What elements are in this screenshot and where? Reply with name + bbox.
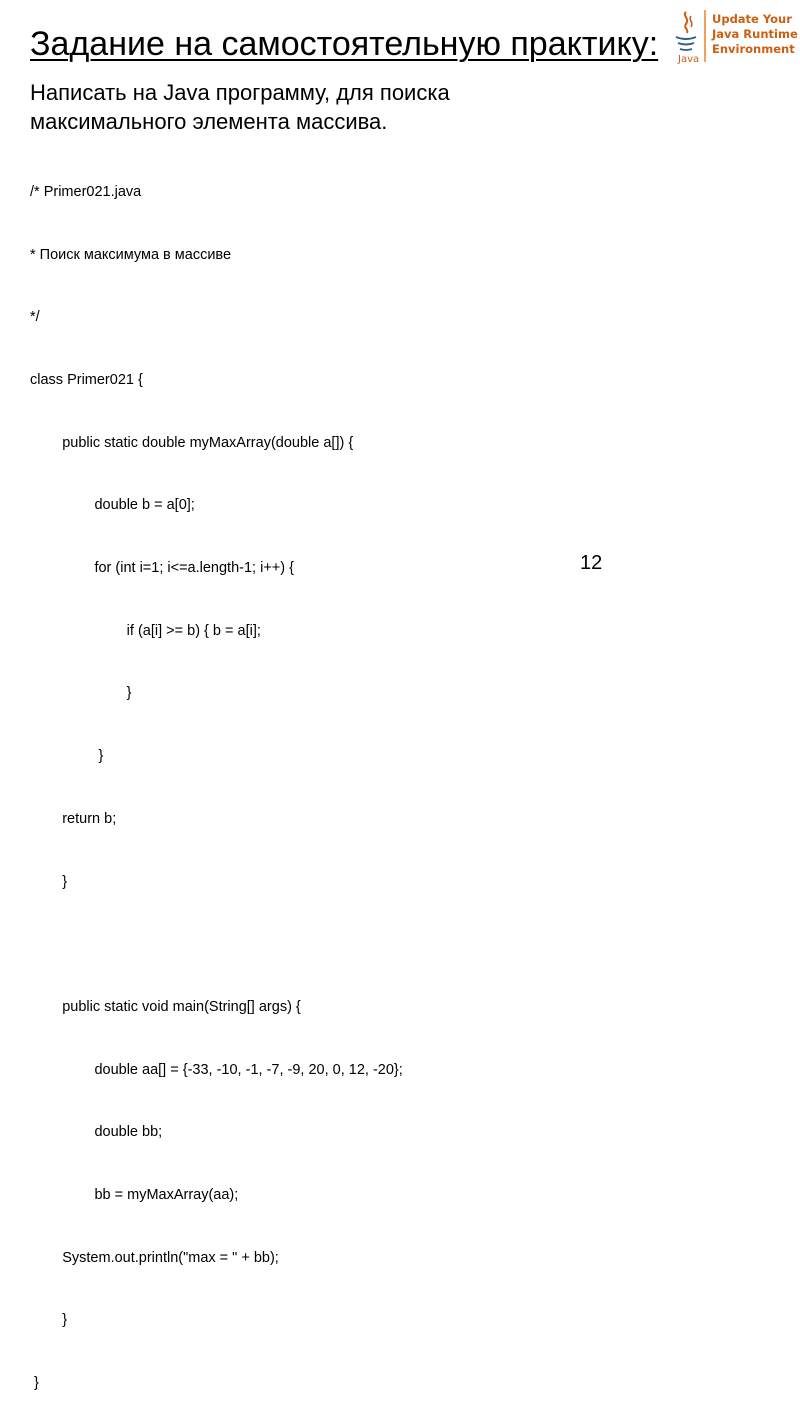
logo-line: Java Runtime — [712, 27, 798, 41]
svg-text:Java: Java — [678, 54, 700, 65]
code-line: /* Primer021.java — [30, 183, 142, 200]
task-description — [30, 78, 450, 136]
task-line: максимального элемента массива. — [30, 109, 388, 134]
code-line: if (a[i] >= b) { b = a[i]; — [30, 622, 261, 639]
code-line — [30, 934, 403, 955]
code-line: class Primer021 { — [30, 371, 143, 388]
task-line: Написать на Java программу, для поиска — [30, 80, 450, 105]
code-block — [30, 140, 403, 1415]
slide-title: Задание на самостоятельную практику: — [30, 25, 659, 63]
code-line: } — [30, 873, 68, 890]
code-line: double bb; — [30, 1124, 163, 1141]
logo-line: Environment — [712, 42, 795, 56]
code-line: double aa[] = {-33, -10, -1, -7, -9, 20, 0, 12, -20}; — [30, 1061, 403, 1078]
java-cup-icon — [672, 6, 700, 68]
code-line: } — [30, 748, 104, 765]
code-line: System.out.println("max = " + bb); — [30, 1249, 279, 1266]
code-line: } — [30, 1312, 68, 1329]
page-number: 12 — [580, 552, 603, 574]
java-update-logo — [668, 6, 800, 68]
logo-divider — [704, 10, 706, 62]
code-line: } — [30, 1375, 39, 1392]
code-line: } — [30, 685, 132, 702]
code-line: public static double myMaxArray(double a[]) { — [30, 434, 354, 451]
logo-text — [712, 12, 798, 57]
code-line: bb = myMaxArray(aa); — [30, 1187, 239, 1204]
logo-line: Update Your — [712, 12, 792, 26]
code-line: */ — [30, 309, 40, 326]
code-line: return b; — [30, 810, 117, 827]
code-line: for (int i=1; i<=a.length-1; i++) { — [30, 560, 294, 577]
code-line: public static void main(String[] args) { — [30, 998, 301, 1015]
code-line: * Поиск максимума в массиве — [30, 246, 232, 263]
code-line: double b = a[0]; — [30, 497, 195, 514]
